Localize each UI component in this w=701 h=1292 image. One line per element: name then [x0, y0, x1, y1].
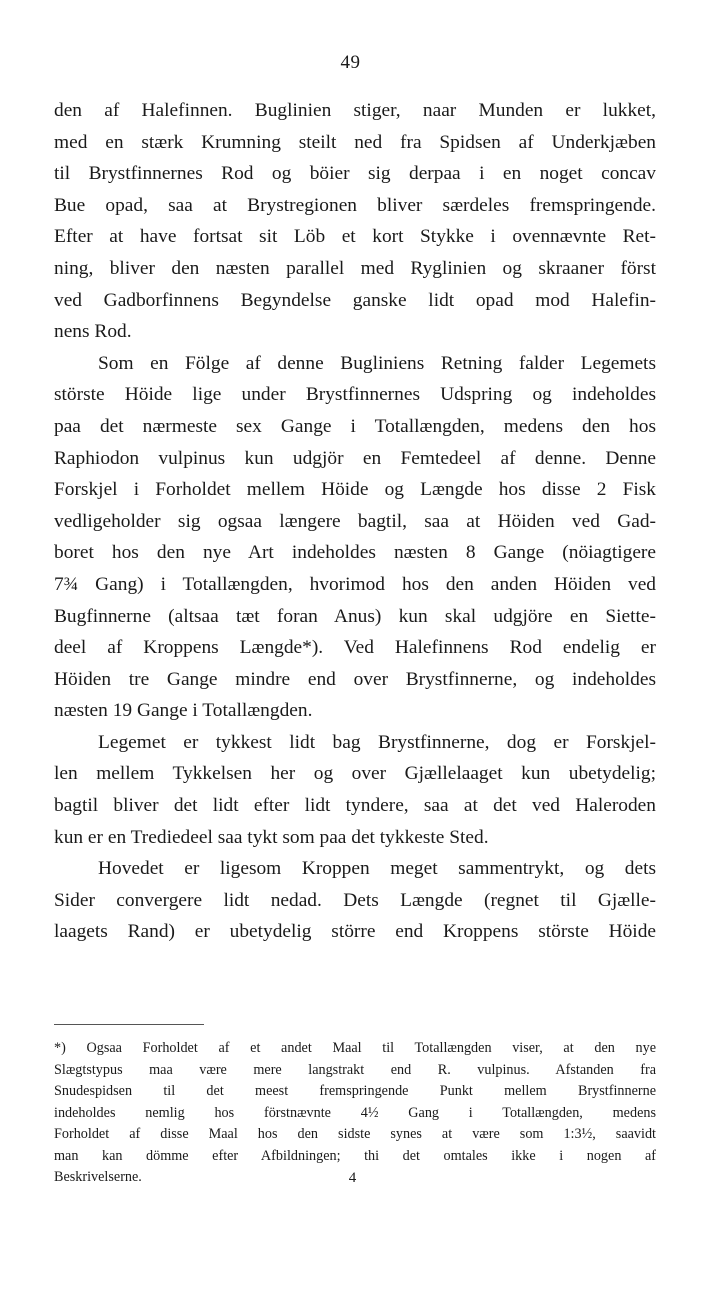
text-line: med en stærk Krumning steilt ned fra Spidsen af Underkjæben	[54, 131, 656, 153]
text-line: Höiden tre Gange mindre end over Brystfinnerne, og indeholdes	[54, 668, 656, 690]
text-line: vedligeholder sig ogsaa længere bagtil, saa at Höiden ved Gad-	[54, 510, 656, 532]
text-line: kun er en Trediedeel saa tykt som paa det tykkeste Sted.	[54, 826, 489, 848]
text-line: störste Höide lige under Brystfinnernes Udspring og indeholdes	[54, 384, 656, 406]
text-line: næsten 19 Gange i Totallængden.	[54, 700, 313, 722]
text-line: den af Halefinnen. Buglinien stiger, naar Munden er lukket,	[54, 100, 656, 121]
text-line: Som en Fölge af denne Bugliniens Retning falder Legemets	[98, 352, 656, 374]
text-line: Efter at have fortsat sit Löb et kort Stykke i ovennævnte Ret-	[54, 226, 656, 248]
text-line: Bue opad, saa at Brystregionen bliver særdeles fremspringende.	[54, 194, 656, 216]
body-text	[54, 95, 656, 948]
text-line: Raphiodon vulpinus kun udgjör en Femtedeel af denne. Denne	[54, 447, 656, 469]
text-line: ved Gadborfinnens Begyndelse ganske lidt opad mod Halefin-	[54, 289, 656, 311]
text-line: 7¾ Gang) i Totallængden, hvorimod hos den anden Höiden ved	[54, 573, 656, 595]
text-line: paa det nærmeste sex Gange i Totallængden, medens den hos	[54, 415, 656, 437]
page-number: 49	[340, 52, 361, 73]
text-line: Forskjel i Forholdet mellem Höide og Længde hos disse 2 Fisk	[54, 479, 656, 501]
signature-mark: 4	[348, 1170, 357, 1186]
text-line: Hovedet er ligesom Kroppen meget sammentrykt, og dets	[98, 858, 656, 880]
text-line: laagets Rand) er ubetydelig större end Kroppens störste Höide	[54, 921, 656, 943]
text-line: Bugfinnerne (altsaa tæt foran Anus) kun skal udgjöre en Siette-	[54, 605, 656, 627]
footnote-divider	[54, 1024, 204, 1025]
footnote-line: *) Ogsaa Forholdet af et andet Maal til Totallængden viser, at den nye	[54, 1040, 656, 1056]
footnote	[54, 1038, 656, 1189]
text-line: boret hos den nye Art indeholdes næsten 8 Gange (nöiagtigere	[54, 542, 656, 564]
text-line: Sider convergere lidt nedad. Dets Længde (regnet til Gjælle-	[54, 889, 656, 911]
footnote-line: Forholdet af disse Maal hos den sidste synes at være som 1:3½, saavidt	[54, 1126, 656, 1142]
text-line: Legemet er tykkest lidt bag Brystfinnerne, dog er Forskjel-	[98, 731, 656, 753]
text-line: nens Rod.	[54, 321, 132, 343]
text-line: len mellem Tykkelsen her og over Gjællelaaget kun ubetydelig;	[54, 763, 656, 785]
text-line: deel af Kroppens Længde*). Ved Halefinnens Rod endelig er	[54, 637, 656, 659]
text-line: bagtil bliver det lidt efter lidt tyndere, saa at det ved Haleroden	[54, 795, 656, 817]
text-line: ning, bliver den næsten parallel med Ryglinien og skraaner först	[54, 257, 656, 279]
footnote-line: Snudespidsen til det meest fremspringende Punkt mellem Brystfinnerne	[54, 1083, 656, 1099]
footnote-line: indeholdes nemlig hos förstnævnte 4½ Gang i Totallængden, medens	[54, 1104, 656, 1121]
footnote-line: Beskrivelserne.	[54, 1169, 142, 1185]
text-line: til Brystfinnernes Rod og böier sig derpaa i en noget concav	[54, 163, 656, 185]
footnote-line: Slægtstypus maa være mere langstrakt end R. vulpinus. Afstanden fra	[54, 1061, 656, 1078]
footnote-line: man kan dömme efter Afbildningen; thi det omtales ikke i nogen af	[54, 1147, 656, 1164]
